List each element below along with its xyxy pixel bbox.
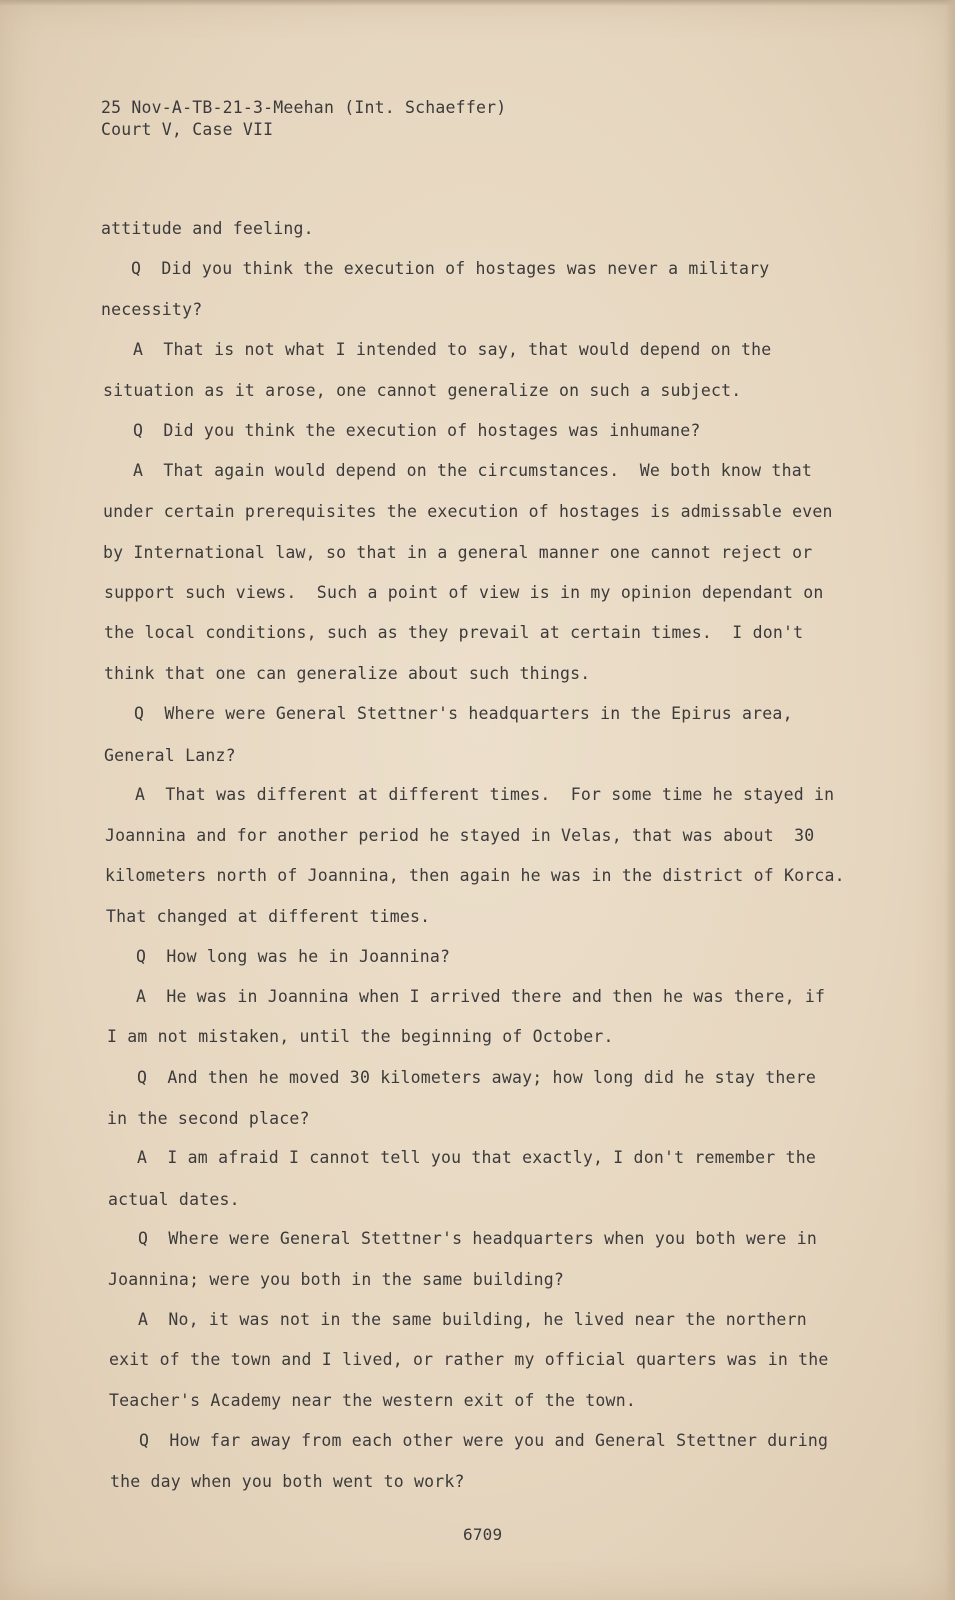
- header-case-reference: 25 Nov-A-TB-21-3-Meehan (Int. Schaeffer): [101, 98, 507, 117]
- text-line: support such views. Such a point of view is in my opinion dependant on: [104, 583, 824, 602]
- text-line: under certain prerequisites the execution of hostages is admissable even: [103, 502, 833, 521]
- text-line: the local conditions, such as they prevail at certain times. I don't: [104, 623, 804, 642]
- header-court-case: Court V, Case VII: [101, 120, 274, 139]
- document-header: [101, 97, 506, 141]
- page-top-edge: [0, 0, 955, 6]
- text-line: attitude and feeling.: [101, 219, 314, 238]
- text-line: That changed at different times.: [106, 907, 431, 926]
- text-line: A That was different at different times. For some time he stayed in: [135, 785, 835, 804]
- text-line: Joannina; were you both in the same building?: [108, 1270, 565, 1289]
- text-line: Q And then he moved 30 kilometers away; how long did he stay there: [137, 1068, 816, 1087]
- text-line: A He was in Joannina when I arrived there and then he was there, if: [136, 987, 826, 1006]
- text-line: Q Did you think the execution of hostages was inhumane?: [133, 421, 701, 440]
- text-line: Q Where were General Stettner's headquarters in the Epirus area,: [134, 704, 793, 723]
- text-line: Q How long was he in Joannina?: [136, 947, 451, 966]
- text-line: A That is not what I intended to say, that would depend on the: [133, 340, 772, 359]
- text-line: necessity?: [101, 300, 203, 319]
- text-line: by International law, so that in a general manner one cannot reject or: [103, 543, 813, 562]
- text-line: situation as it arose, one cannot generalize on such a subject.: [103, 381, 742, 400]
- text-line: Q Where were General Stettner's headquarters when you both were in: [138, 1229, 817, 1248]
- text-line: Q How far away from each other were you and General Stettner during: [139, 1431, 829, 1450]
- text-line: A I am afraid I cannot tell you that exactly, I don't remember the: [137, 1148, 816, 1167]
- text-line: Joannina and for another period he stayed in Velas, that was about 30: [105, 826, 815, 845]
- text-line: I am not mistaken, until the beginning of October.: [107, 1027, 614, 1046]
- text-line: in the second place?: [107, 1109, 310, 1128]
- text-line: think that one can generalize about such things.: [104, 664, 591, 683]
- text-line: kilometers north of Joannina, then again he was in the district of Korca.: [105, 866, 845, 885]
- text-line: A That again would depend on the circumstances. We both know that: [133, 461, 812, 480]
- page-right-edge: [945, 0, 955, 1600]
- text-line: Teacher's Academy near the western exit of the town.: [109, 1391, 636, 1410]
- text-line: exit of the town and I lived, or rather my official quarters was in the: [109, 1350, 829, 1369]
- text-line: the day when you both went to work?: [110, 1472, 465, 1491]
- text-line: General Lanz?: [104, 746, 236, 765]
- text-line: A No, it was not in the same building, he lived near the northern: [138, 1310, 807, 1329]
- text-line: Q Did you think the execution of hostages was never a military: [131, 259, 770, 278]
- text-line: actual dates.: [108, 1190, 240, 1209]
- page-number: 6709: [463, 1525, 503, 1544]
